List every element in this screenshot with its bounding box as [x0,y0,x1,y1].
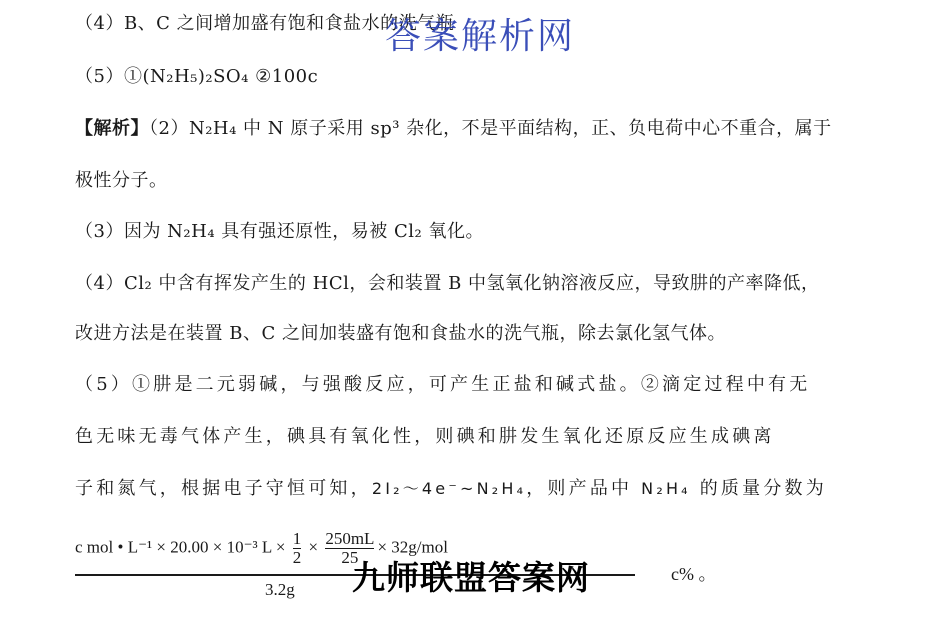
vol-den: 25 [325,548,374,567]
analysis-line-5b: 色无味无毒气体产生，碘具有氧化性，则碘和肼发生氧化还原反应生成碘离 [75,426,775,447]
watermark-bottom: 九师联盟答案网 [352,558,590,597]
formula-result: c% 。 [671,564,717,584]
answer-line-5: （5）①(N₂H₅)₂SO₄ ②100c [75,66,319,87]
watermark-top: 答案解析网 [385,16,576,57]
analysis-line-4b: 改进方法是在装置 B、C 之间加装盛有饱和食盐水的洗气瓶，除去氯化氢气体。 [75,323,726,344]
text-seg-c: ，则产品中 [526,478,642,499]
analysis-line-4: （4）Cl₂ 中含有挥发产生的 HCl，会和装置 B 中氢氧化钠溶液反应，导致肼的产率降低， [75,273,820,294]
answer-line-4: （4）B、C 之间增加盛有饱和食盐水的洗气瓶 [75,13,455,34]
vol-num: 250mL [325,529,375,548]
analysis-text-2: （2）N₂H₄ 中 N 原子采用 sp³ 杂化，不是平面结构，正、负电荷中心不重合，属于 [149,118,832,139]
electron-relation: 2I₂～4e⁻~N₂H₄ [371,479,527,498]
analysis-line-2b: 极性分子。 [75,170,168,191]
half-den: 2 [292,548,302,567]
analysis-line-2 [75,117,832,141]
half-num: 1 [292,529,302,548]
molar-mass-part: × 32g/mol [377,537,448,557]
half-fraction [293,530,302,567]
numerator-part-a: c mol • L⁻¹ × 20.00 × 10⁻³ L × [75,537,290,557]
analysis-line-5c [75,477,827,501]
analysis-line-5: （5）①肼是二元弱碱，与强酸反应，可产生正盐和碱式盐。②滴定过程中有无 [75,374,811,395]
times-sign: × [304,537,323,557]
formula-n2h4: N₂H₄ [641,479,691,498]
text-seg-e: 的质量分数为 [690,478,827,499]
analysis-line-3: （3）因为 N₂H₄ 具有强还原性，易被 Cl₂ 氧化。 [75,221,484,242]
text-seg-a: 子和氮气，根据电子守恒可知， [75,478,372,499]
formula-denominator: 3.2g [265,580,295,599]
analysis-tag: 【解析】 [75,118,149,139]
